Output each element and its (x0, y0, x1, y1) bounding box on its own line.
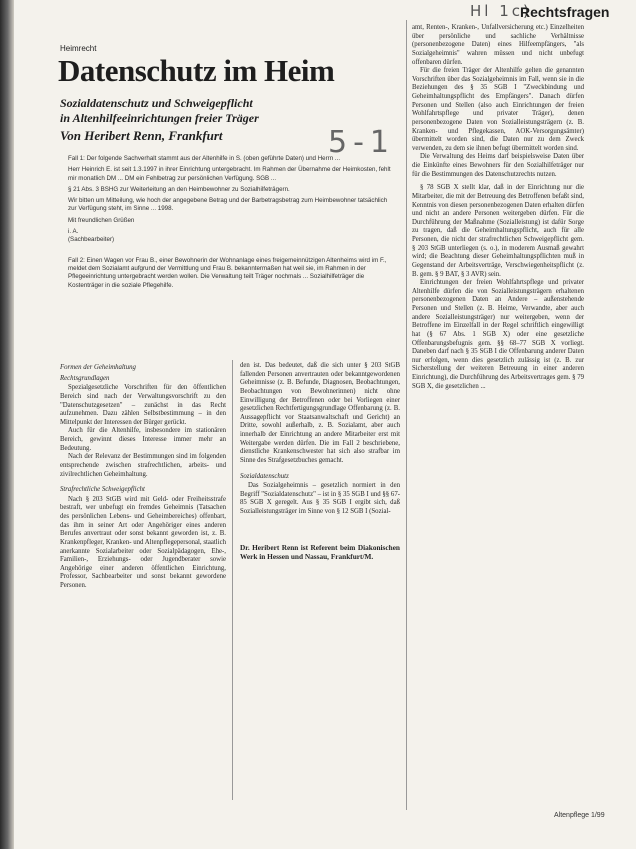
article-kicker: Heimrecht (60, 44, 97, 53)
article-subtitle (60, 96, 310, 126)
body-paragraph: § 78 SGB X stellt klar, daß in der Einrichtung nur die Mitarbeiter, die mit der Betreuung des Betroffenen befaßt sind, Kenntnis von diesen personenbezogenen Daten erhalten dürfen und nicht an andere Personen weitergeben dürfen. Für die Durchführung der Maßnahme (Sozialleistung) ist dafür Sorge zu tragen, daß die Geheimhaltungspflicht, auch für alle Personen, die nicht der strafrechtlichen Schweigepflicht gem. § 203 StGB unterliegen (s. o.), in moderem Ausmaß gewahrt wird; die Beachtung dieser Geheimhaltungspflichten muß in Gegenstand der Arbeitsverträge, Verschwiegenheitspflicht (z. B. gem. § 9 BAT, § 3 AVR) sein. (412, 184, 584, 278)
body-paragraph: Nach der Relevanz der Bestimmungen sind im folgenden entsprechende zwischen strafrechtlichen, arbeits- und zivilrechtlichen Geheimhaltung. (60, 453, 226, 478)
section-heading: Sozialdatenschutz (240, 472, 289, 480)
section-heading: Rechtsgrundlagen (60, 374, 110, 382)
page-footer: Altenpflege 1/99 (554, 812, 605, 819)
body-paragraph: Spezialgesetzliche Vorschriften für den öffentlichen Bereich sind nach der Verwaltungsvorschrift zu den "Datenschutzgesetzen" – zunächst in das Recht aufzunehmen. Dazu zählen Selbstbestimmung – in den Mittelpunkt der Interessen der Bürger gerückt. (60, 384, 226, 426)
body-paragraph: Auch für die Altenhilfe, insbesondere im stationären Bereich, gewinnt dieses Interesse immer mehr an Bedeutung. (60, 427, 226, 452)
case-box (68, 155, 394, 340)
case-paragraph: Wir bitten um Mitteilung, wie hoch der angegebene Betrag und der Barbetragsbetrag zum Heimbewohner tatsächlich zur Verfügung steht, im Sinne ... 1998. (68, 197, 388, 213)
body-paragraph: Das Sozialgeheimnis – gesetzlich normiert in den Begriff "Sozialdatenschutz" – ist in § 35 SGB I und §§ 67-85 SGB X geregelt. Aus § 35 SGB I ergibt sich, daß Sozialleistungsträger im Sinne von § 12 SGB I (Sozial- (240, 482, 400, 515)
case-paragraph: Herr Heinrich E. ist seit 1.3.1997 in ihrer Einrichtung untergebracht. Im Rahmen der Übernahme der Heimkosten, fehlt mir monatlich DM ... DM ein Fehlbetrag zur persönlichen Verfügung. SGB ... (68, 166, 391, 182)
scan-edge (0, 0, 14, 849)
body-paragraph: Für die freien Träger der Altenhilfe gelten die genannten Vorschriften über das Sozialgeheimnis im Fall, wenn sie in die Beziehungen des § 35 SGB I "Zweckbindung und Geheimhaltungspflicht des Empfängers". Danach dürfen Personen und Stellen (also auch Einrichtungen der freien Wohlfahrtspflege und privater Träger), denen personenbezogene Daten von Sozialleistungsträgern (z. B. Kranken- und Pflegekassen, AOK-Versorgungsämter) übermittelt worden sind, die Daten nur zu dem Zweck verwenden, zu dem sie ihnen befugt übermittelt worden sind. (412, 67, 584, 152)
left-column (60, 362, 226, 802)
case-paragraph: Fall 1: Der folgende Sachverhalt stammt aus der Altenhilfe in S. (oben geführte Daten) und Herrn ... (68, 155, 341, 162)
section-header: Rechtsfragen (520, 4, 610, 20)
section-heading: Strafrechtliche Schweigepflicht (60, 486, 145, 494)
case-paragraph: (Sachbearbeiter) (68, 236, 115, 244)
body-paragraph: amt, Renten-, Kranken-, Unfallversicherung etc.) Einzelheiten über persönliche und sachliche Verhältnisse (personenbezogene Daten) eines Hilfeempfängers, "als Sozialgeheimnis" wahren müssen und nicht unbefugt offenbaren dürfen. (412, 24, 584, 66)
case-paragraph: Fall 2: Einen Wagen vor Frau B., einer Bewohnerin der Wohnanlage eines freigemeinnützigen Altenheims wird im F., meldet dem Sozialamt aufgrund der Vermittlung und Frau B. bekanntermaßen hat weil sie, im Rahmen in der Pflegeeinrichtung untergebracht werden wollen. Die Verwaltung teilt Träger nochmals ... Sozialhilfeträger die Kostenträger in die soziale Pflegehilfe. (68, 256, 387, 289)
author-note: Dr. Heribert Renn ist Referent beim Diakonischen Werk in Hessen und Nassau, Frankfurt/M. (240, 542, 400, 562)
body-paragraph: Die Verwaltung des Heims darf beispielsweise Daten über die Einkünfte eines Bewohners für den Sozialhilfeträger nur für die Bestimmungen des Datenschutzrechts nutzen. (412, 153, 584, 178)
right-column (412, 24, 584, 804)
column-divider (232, 360, 233, 800)
body-paragraph: Nach § 203 StGB wird mit Geld- oder Freiheitsstrafe bestraft, wer unbefugt ein fremdes Geheimnis (Tatsachen des persönlichen Lebens- und Geheimbereiches) offenbart, das ihm in seiner Art oder Angehöriger eines anderen Berufes anvertraut oder sonst bekannt geworden ist, z. B. Krankenpfleger, Kranken- und Altenpflegepersonal, staatlich anerkannte Sozialarbeiter oder Sozialpädagogen, Ehe-, Familien-, Erziehungs- oder Jugendberater sowie Angehörige einer anderen öffentlichen Einrichtung, Professor, Sachbearbeiter und sonst bekannt gewordene Personen. (60, 495, 226, 589)
column-divider (406, 20, 407, 810)
subtitle-line: Sozialdatenschutz und Schweigepflicht (60, 96, 253, 110)
case-paragraph: Mit freundlichen Grüßen (68, 216, 135, 224)
case-paragraph: § 21 Abs. 3 BSHG zur Weiterleitung an den Heimbewohner zu Sozialhilfeträgern. (68, 185, 290, 193)
body-paragraph: Einrichtungen der freien Wohlfahrtspflege und privater Altenhilfe dürfen die von Sozialleistungsträgern erhaltenen personenbezogenen Daten an Andere – außenstehende Personen und Stellen (z. B. Heime, Verwandte, aber auch andere Sozialleistungsträger) nur weitergeben, wenn der Betroffene im Einzelfall in der Regel schriftlich eingewilligt hat (§ 67 Abs. 1 SGB X) oder eine gesetzliche Offenbarungsbefugnis gem. §§ 68–77 SGB X vorliegt. Daneben darf nach § 35 SGB I die Offenbarung anderer Daten nur erfolgen, wenn dies gesetzlich zulässig ist (z. B. zur Sicherstellung der weiteren Betreuung in einer anderen Einrichtung), die Durchführung des Arbeitsvertrages gem. § 79 SGB X, die gesetzlichen ... (412, 279, 584, 390)
handwritten-mark: 5-1 (328, 125, 395, 160)
section-heading: Formen der Geheimhaltung (60, 364, 136, 371)
body-paragraph: den ist. Das bedeutet, daß die sich unter § 203 StGB fallenden Personen anvertrauten oder bekanntgewordenen Geheimnisse (z. B. Befunde, Diagnosen, Beobachtungen, Beobachtungen von Bewohnerinnen) nicht ohne Einwilligung der Betroffenen oder bei Vorliegen einer gesetzlichen Rechtfertigungsgrundlage Offenbarung (z. B. Aussagepflicht vor Staatsanwaltschaft und Gericht) an Dritte, sowohl außerhalb, z. B. Sozialamt, aber auch innerhalb der Einrichtung an andere Mitarbeiter erst mit Weitergabe werden dürfen. Die im Fall 2 beschriebene, dienstliche Krankenschwester hat sich also strafbar im Sinne des Strafgesetzbuches gemacht. (240, 362, 400, 464)
handwritten-annotation: Hl 1c) (470, 2, 532, 20)
case-paragraph: i. A. (68, 228, 79, 236)
middle-column (240, 362, 400, 802)
subtitle-line: in Altenhilfeeinrichtungen freier Träger (60, 111, 259, 125)
article-byline: Von Heribert Renn, Frankfurt (60, 128, 223, 143)
article-title: Datenschutz im Heim (58, 53, 335, 88)
